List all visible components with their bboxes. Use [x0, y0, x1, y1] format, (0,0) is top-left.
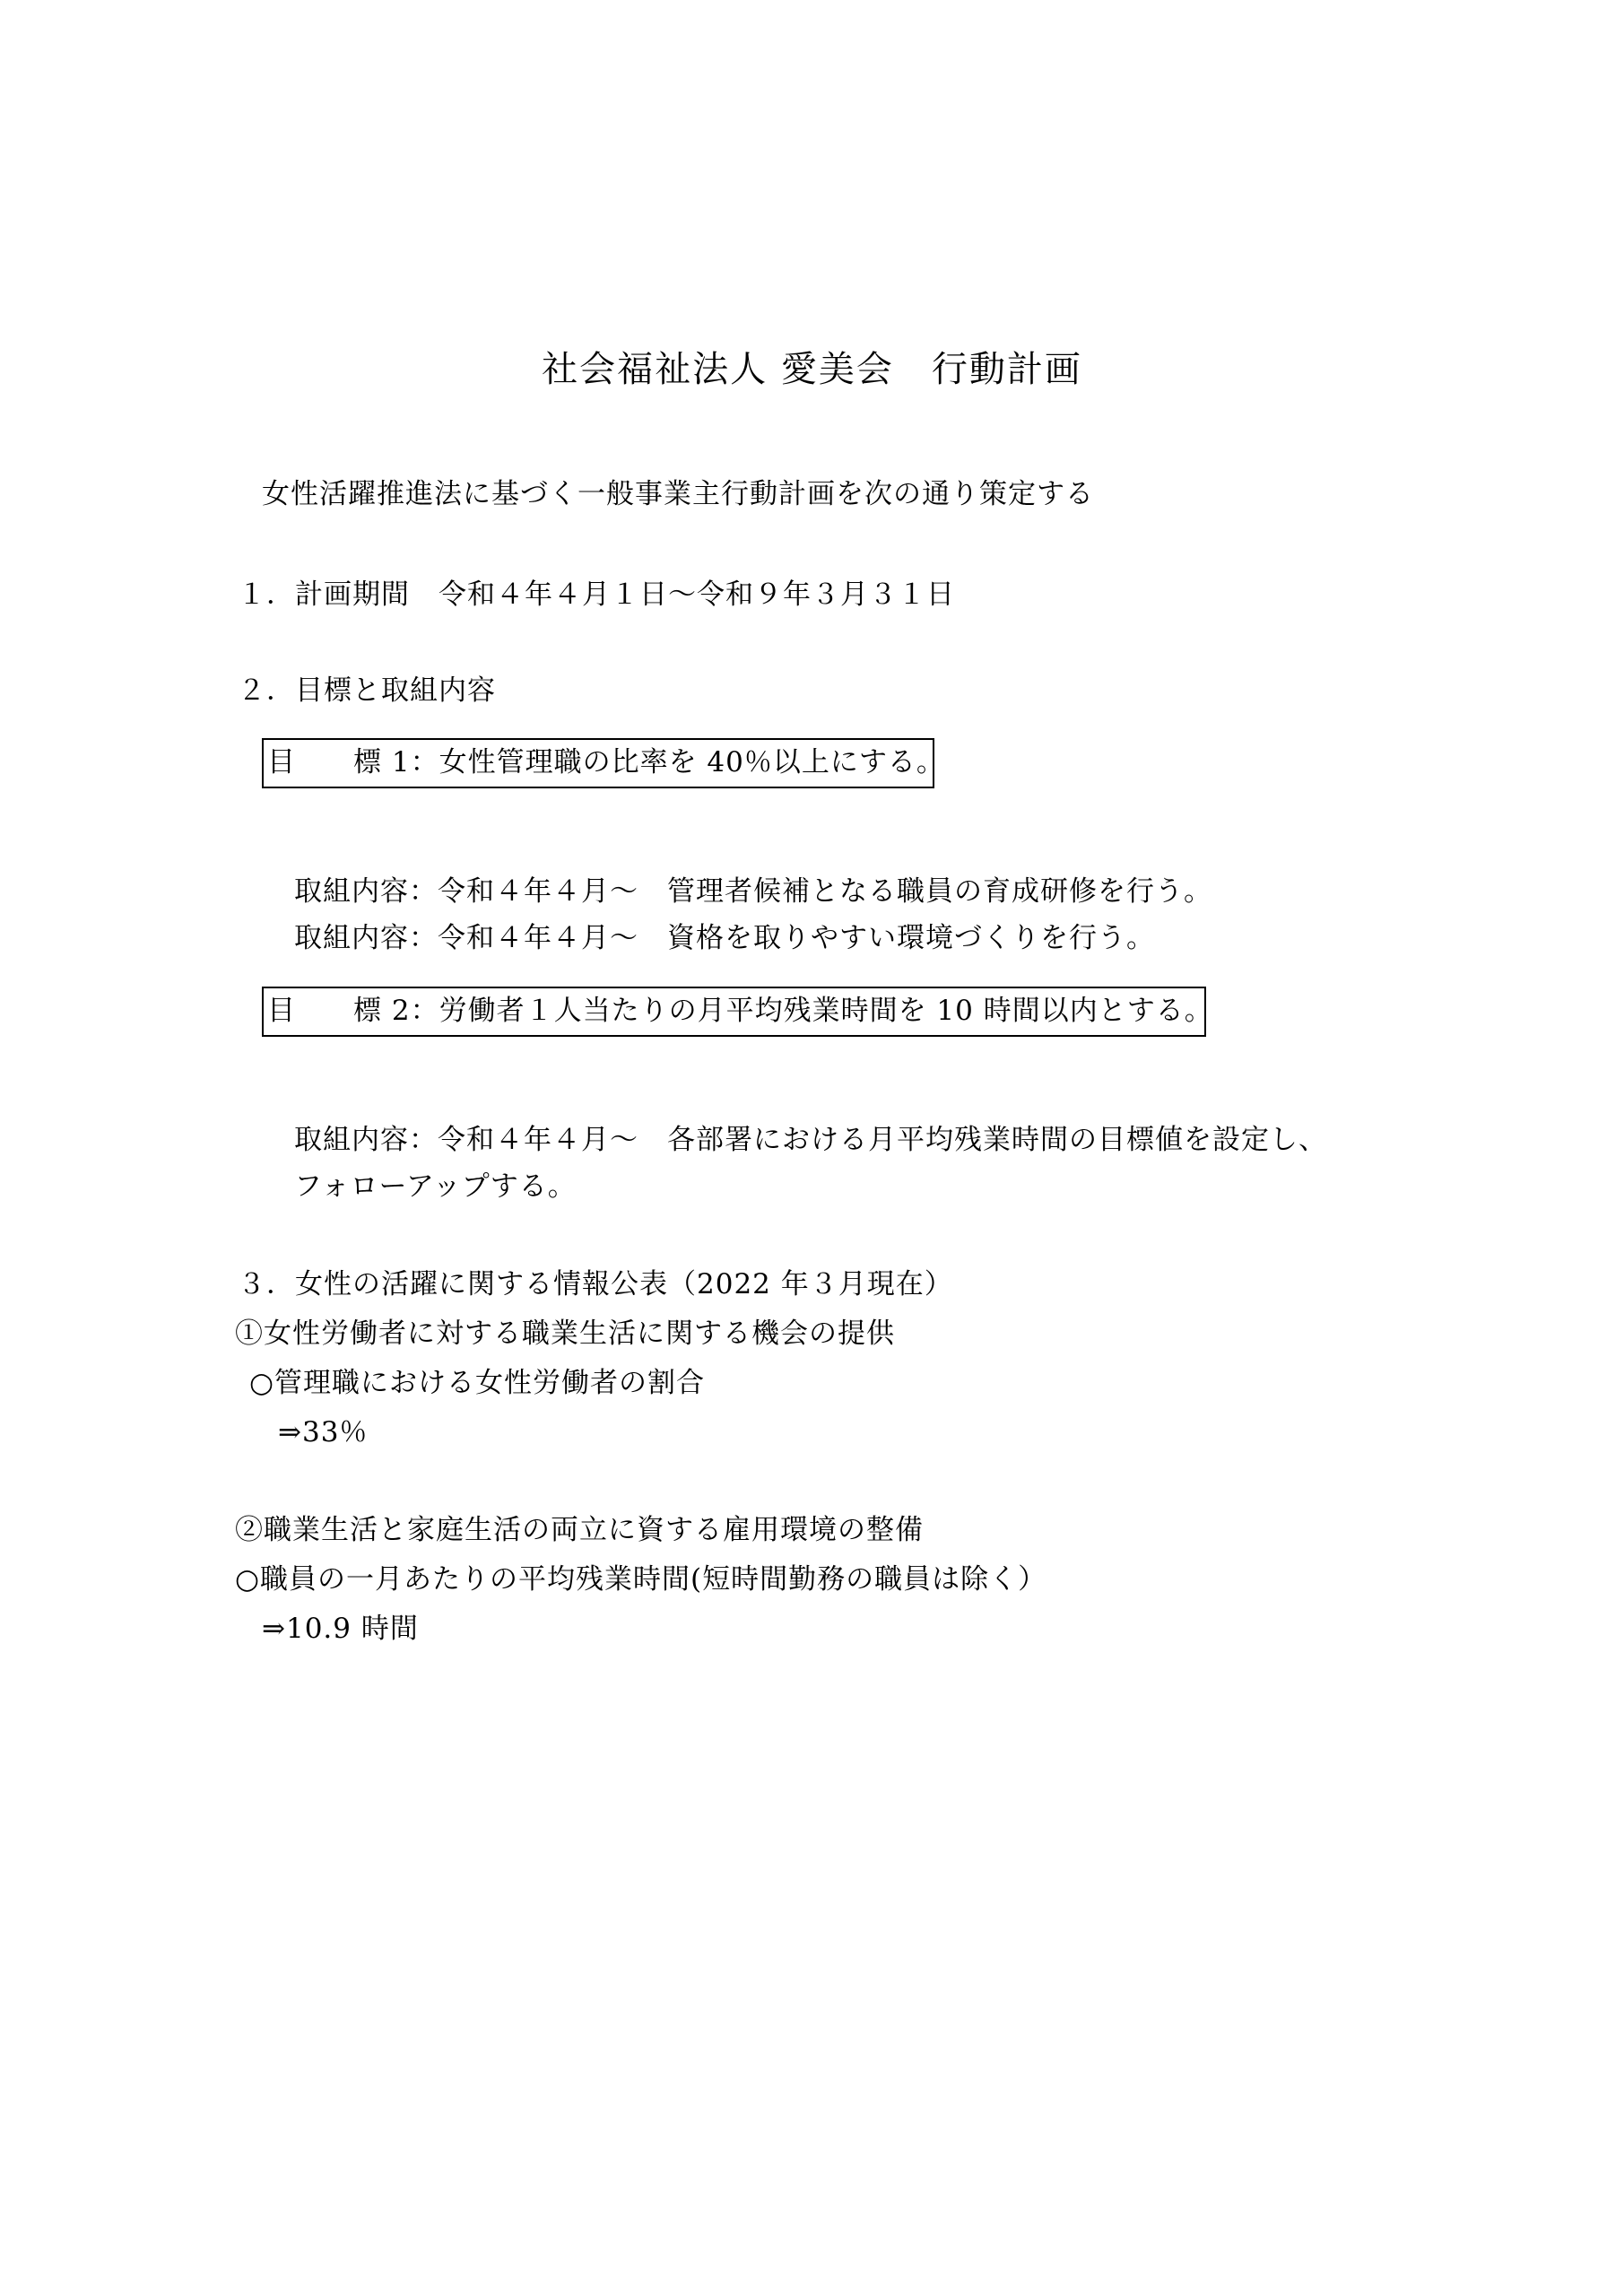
section3-item1-value: ⇒33％	[278, 1416, 369, 1448]
goal1-box	[262, 738, 945, 788]
section3-item1-subheading: ○管理職における女性労働者の割合	[249, 1367, 706, 1399]
section3-item2-value: ⇒10.9 時間	[262, 1613, 419, 1645]
section2-heading: ２．目標と取組内容	[238, 674, 496, 707]
section3-item2-heading: ②職業生活と家庭生活の両立に資する雇用環境の整備	[235, 1514, 924, 1546]
goal1-action-1: 取組内容：令和４年４月～ 管理者候補となる職員の育成研修を行う。	[294, 875, 1212, 908]
document-title: 社会福祉法人 愛美会 行動計画	[542, 349, 1082, 390]
goal1-text: 目 標 1：女性管理職の比率を 40％以上にする。	[267, 746, 945, 778]
goal2-box	[262, 987, 1213, 1037]
section3-item2-subheading: ○職員の一月あたりの平均残業時間(短時間勤務の職員は除く）	[235, 1563, 1047, 1596]
section3-heading: ３．女性の活躍に関する情報公表（2022 年３月現在）	[238, 1268, 953, 1300]
section3-item1-heading: ①女性労働者に対する職業生活に関する機会の提供	[235, 1318, 895, 1350]
goal2-action-line1: 取組内容：令和４年４月～ 各部署における月平均残業時間の目標値を設定し、	[294, 1124, 1327, 1156]
goal2-action-line2: フォローアップする。	[294, 1170, 577, 1203]
goal1-action-2: 取組内容：令和４年４月～ 資格を取りやすい環境づくりを行う。	[294, 922, 1155, 954]
intro-text: 女性活躍推進法に基づく一般事業主行動計画を次の通り策定する	[262, 478, 1094, 510]
goal2-text: 目 標 2：労働者１人当たりの月平均残業時間を 10 時間以内とする。	[267, 995, 1213, 1027]
section1-heading: １．計画期間 令和４年４月１日～令和９年３月３１日	[238, 578, 955, 611]
